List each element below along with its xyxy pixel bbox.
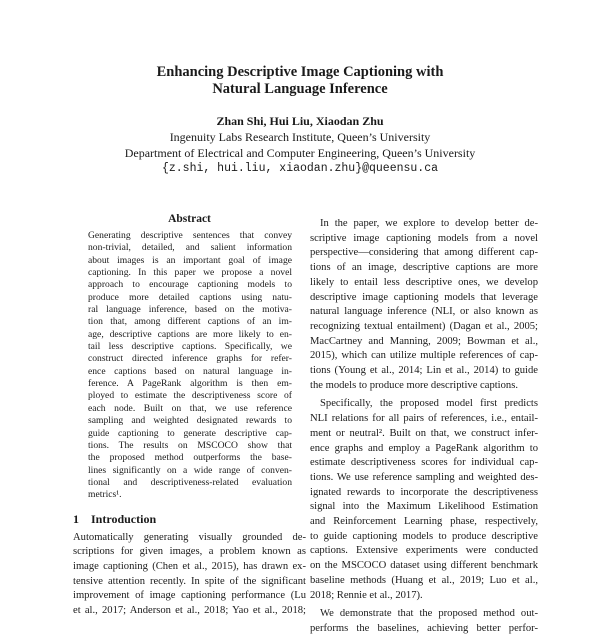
abstract-line: approach to encourage captioning models to xyxy=(88,279,292,291)
body-line: MacCartney and Manning, 2009; Bowman et al., xyxy=(310,335,538,347)
author-names: Zhan Shi, Hui Liu, Xiaodan Zhu xyxy=(216,114,384,128)
abstract-line: age, descriptive captions are more likely to en- xyxy=(88,328,292,340)
section-title: Introduction xyxy=(91,511,157,526)
body-line: scriptive image captioning models from a novel xyxy=(310,232,538,244)
body-line: perspective—considering that among different cap- xyxy=(310,247,538,259)
abstract-line: each node. Built on that, we use reference xyxy=(88,402,292,414)
intro-line: Automatically generating visually grounded de- xyxy=(73,531,306,543)
right-paragraph-1 xyxy=(310,217,538,393)
section-number: 1 xyxy=(73,511,79,526)
affiliation-line: Department of Electrical and Computer Engineering, Queen’s University xyxy=(124,146,476,160)
author-email: {z.shi, hui.liu, xiaodan.zhu}@queensu.ca xyxy=(161,162,439,175)
abstract-line: produce more detailed captions using natu- xyxy=(88,291,292,303)
right-paragraph-2 xyxy=(310,397,538,603)
abstract-body xyxy=(73,230,306,502)
body-line: recognizing textual entailment) (Dagan et al., 2005; xyxy=(310,320,538,332)
abstract-line: tion that, among different captions of an im- xyxy=(88,316,292,328)
affiliation-line: Ingenuity Labs Research Institute, Queen’s University xyxy=(169,130,431,144)
abstract-line: Generating descriptive sentences that convey xyxy=(88,230,292,241)
abstract-line: ence captions based on natural language in- xyxy=(88,365,292,377)
body-line: 2018; Rennie et al., 2017). xyxy=(310,589,423,601)
abstract-line: about images is an important goal of image xyxy=(88,254,292,266)
body-line: estimate descriptiveness scores for individual cap- xyxy=(310,457,538,469)
body-line: ment or neutral². Built on that, we construct infer- xyxy=(310,427,538,439)
abstract-line: ployed to estimate the descriptiveness score of xyxy=(88,390,292,402)
body-line: the models to produce more descriptive captions. xyxy=(310,379,518,391)
intro-line: improvement of image captioning performance (Lu xyxy=(73,590,306,602)
body-line: captions. Extensive experiments were conducted xyxy=(310,545,538,557)
abstract-line: tional and descriptiveness-related evaluation xyxy=(88,476,292,488)
title-line: Enhancing Descriptive Image Captioning with xyxy=(156,64,444,80)
paper-title xyxy=(60,64,540,98)
body-line: ignated rewards to incorporate the descriptiveness xyxy=(310,486,538,498)
body-line: We demonstrate that the proposed method out- xyxy=(320,608,538,620)
body-line: descriptive image captioning models that leverage xyxy=(310,291,538,303)
body-line: signal into the Maximum Likelihood Estimation xyxy=(310,501,538,513)
abstract-line: ral language inference, based on the motiva- xyxy=(88,304,292,316)
abstract-line: guide captioning to generate descriptive cap- xyxy=(88,427,292,439)
right-column xyxy=(310,217,538,637)
body-line: on the MSCOCO dataset using different benchmark xyxy=(310,560,538,572)
intro-line: et al., 2017; Anderson et al., 2018; Yao et al., 2018; xyxy=(73,605,306,617)
intro-line: scriptions for given images, a problem known as xyxy=(73,546,306,558)
body-line: baseline methods (Huang et al., 2019; Luo et al., xyxy=(310,574,538,586)
abstract-line: tions. The results on MSCOCO show that xyxy=(88,439,292,451)
body-line: NLI relations for all pairs of references, i.e., entail- xyxy=(310,413,538,425)
body-line: natural language inference (NLI, or also known as xyxy=(310,306,538,318)
abstract-line: captioning. In this paper we propose a novel xyxy=(88,267,292,279)
left-column xyxy=(73,212,306,619)
body-line: 2015), which can utilize multiple references of cap- xyxy=(310,350,538,362)
abstract-line: lines significantly on a wide range of conven- xyxy=(88,464,292,476)
body-line: ence graphs and employ a PageRank algorithm to xyxy=(310,442,538,454)
body-line: performs the baselines, achieving better perfor- xyxy=(310,622,538,634)
author-block xyxy=(40,113,560,177)
abstract-line: construct directed inference graphs for refer- xyxy=(88,353,292,365)
section-heading-introduction xyxy=(73,512,306,527)
abstract-line: non-trivial, detailed, and salient information xyxy=(88,242,292,254)
abstract-line: ference. A PageRank algorithm is then em- xyxy=(88,378,292,390)
abstract-line: the proposed method outperforms the base- xyxy=(88,452,292,464)
title-line: Natural Language Inference xyxy=(212,81,388,97)
body-line: and Reinforcement Learning phase, respectively, xyxy=(310,516,538,528)
introduction-body xyxy=(73,531,306,619)
body-line: tions (Young et al., 2014; Lin et al., 2014) to guide xyxy=(310,365,538,377)
abstract-line: tail less descriptive captions. Specifically, we xyxy=(88,341,292,353)
abstract-heading: Abstract xyxy=(168,213,211,225)
body-line: to guide captioning models to produce descriptive xyxy=(310,530,538,542)
abstract-line: metrics¹. xyxy=(88,489,122,501)
right-paragraph-3 xyxy=(310,607,538,636)
abstract-line: sampling and weighted designated rewards to xyxy=(88,415,292,427)
body-line: likely to entail less descriptive ones, we develop xyxy=(310,276,538,288)
body-line: Specifically, the proposed model first predicts xyxy=(320,398,538,410)
intro-line: tensive attention recently. In spite of the significant xyxy=(73,575,306,587)
body-line: In the paper, we explore to develop better de- xyxy=(320,218,538,229)
intro-line: image captioning (Chen et al., 2015), has drawn ex- xyxy=(73,560,306,572)
body-line: tions. We use reference sampling and weighted des- xyxy=(310,471,538,483)
body-line: tions of an image, descriptive captions are more xyxy=(310,262,538,274)
